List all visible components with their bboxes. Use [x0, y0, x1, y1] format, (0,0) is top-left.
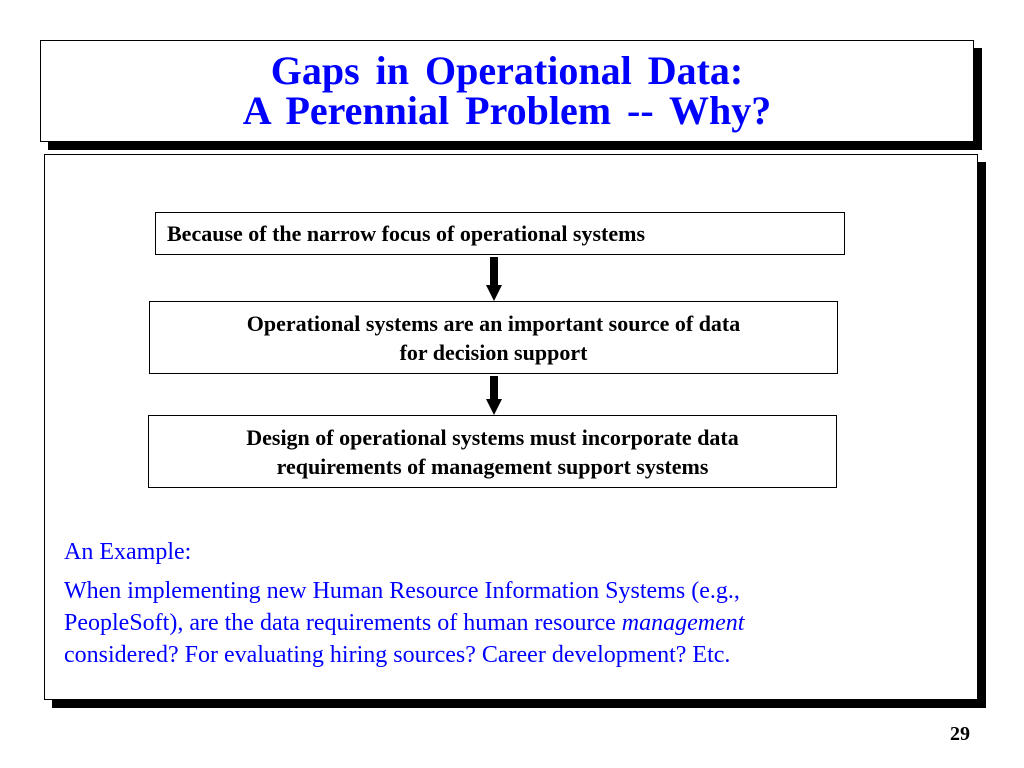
down-arrow-icon [485, 257, 503, 301]
flow-box-design-requirements [148, 415, 837, 488]
example-body [64, 575, 964, 671]
example-body-line-3: considered? For evaluating hiring sources? Career development? Etc. [64, 642, 731, 668]
flow-box-narrow-focus [155, 212, 845, 255]
flow-box-2-line-2: for decision support [399, 340, 588, 365]
slide-title-line-1: Gaps in Operational Data: [270, 48, 744, 93]
flow-box-1-text: Because of the narrow focus of operational systems [167, 221, 646, 246]
page-number: 29 [950, 723, 970, 745]
example-body-line-2-text: PeopleSoft), are the data requirements of human resource [64, 610, 622, 636]
example-heading: An Example: [64, 539, 192, 565]
flow-box-2-line-1: Operational systems are an important source of data [246, 311, 741, 336]
example-body-line-1: When implementing new Human Resource Information Systems (e.g., [64, 578, 740, 604]
example-body-line-2 [64, 607, 964, 639]
flow-box-important-source [149, 301, 838, 374]
example-emphasis-management: management [621, 610, 745, 636]
title-box [40, 40, 974, 142]
content-box [44, 154, 978, 700]
down-arrow-icon [485, 376, 503, 415]
flow-box-3-line-1: Design of operational systems must incorporate data [246, 425, 739, 450]
flow-box-3-line-2: requirements of management support systems [276, 454, 709, 479]
slide-title-line-2: A Perennial Problem -- Why? [242, 88, 772, 133]
